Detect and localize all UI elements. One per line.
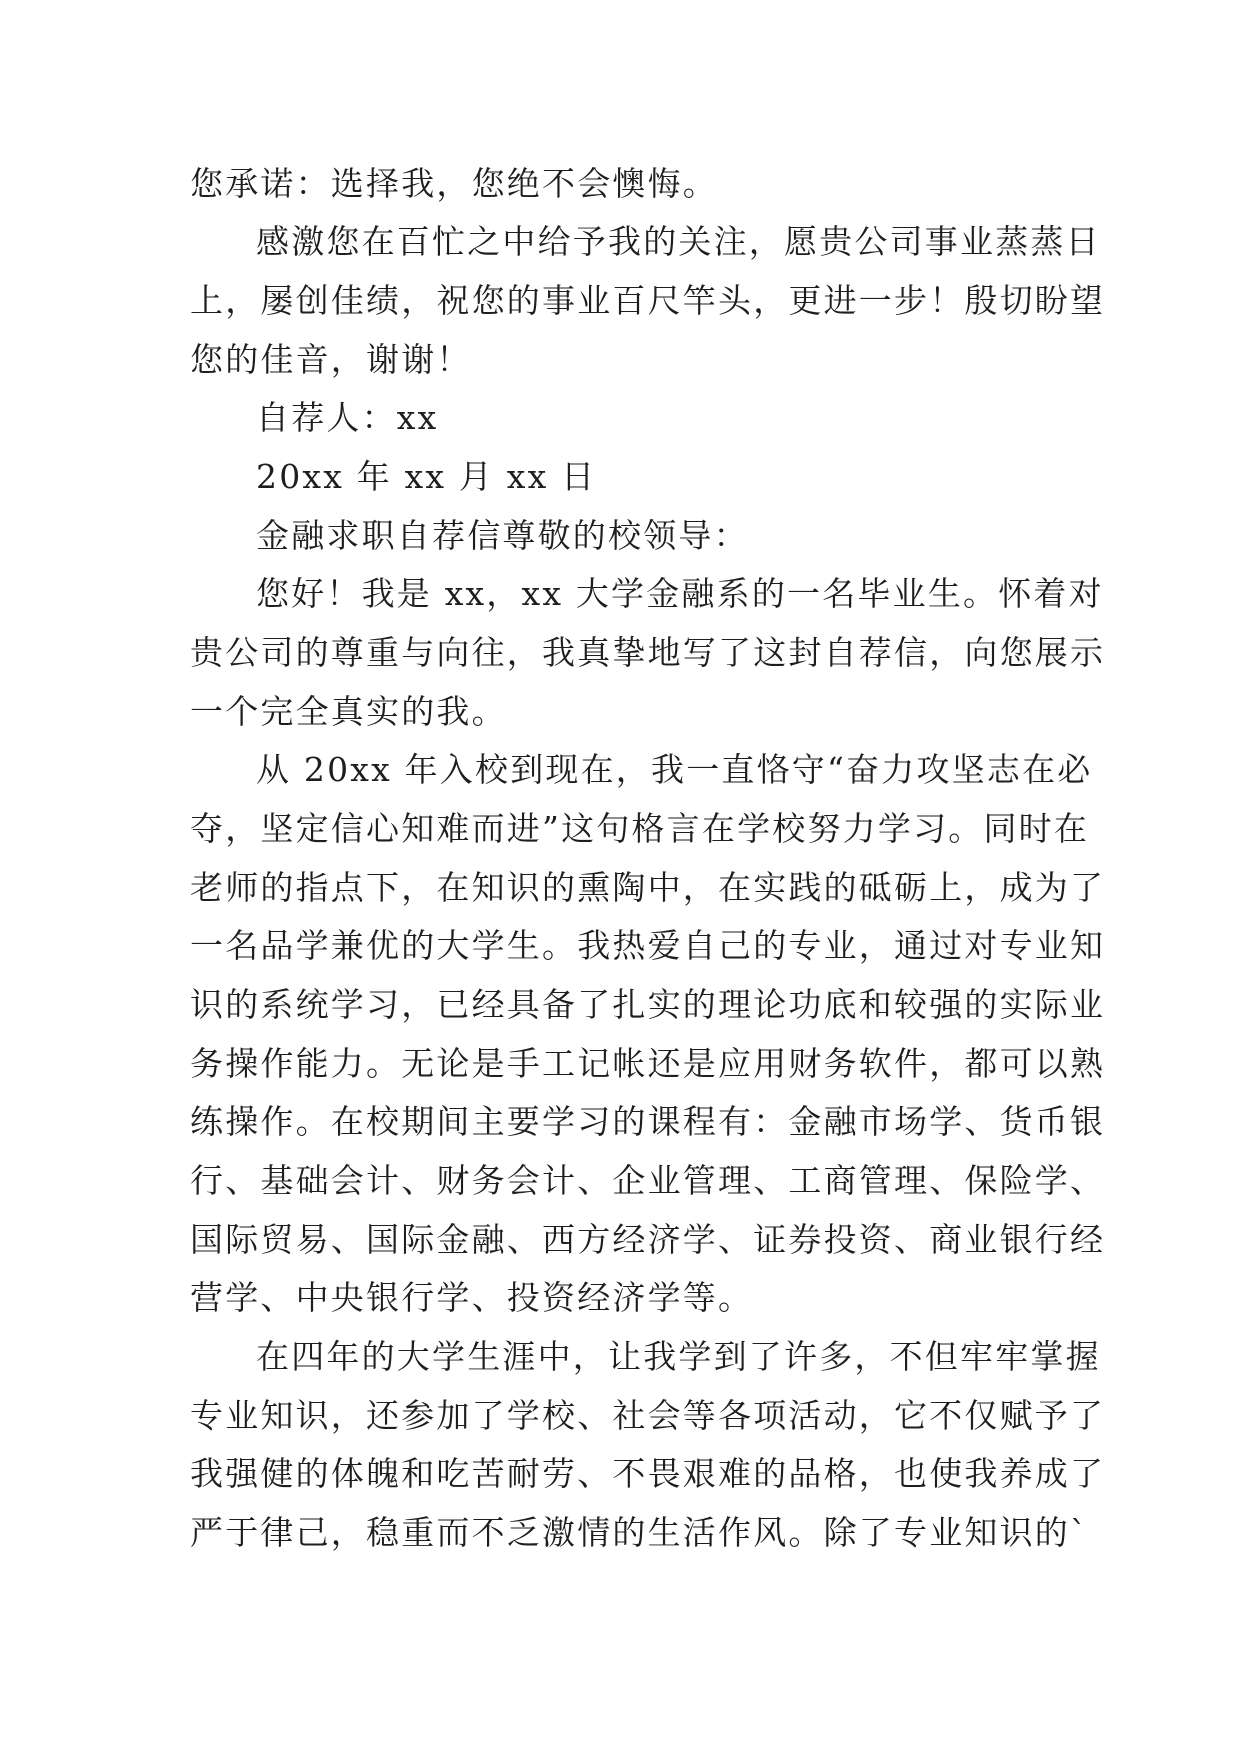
text-line: 专业知识，还参加了学校、社会等各项活动，它不仅赋予了: [190, 1396, 1106, 1435]
letter-heading: 金融求职自荐信尊敬的校领导：: [256, 516, 749, 555]
text-line: 务操作能力。无论是手工记帐还是应用财务软件，都可以熟: [190, 1044, 1106, 1083]
text-line: 感激您在百忙之中给予我的关注，愿贵公司事业蒸蒸日: [256, 222, 1101, 261]
text-line: 夺，坚定信心知难而进”这句格言在学校努力学习。同时在: [190, 809, 1090, 848]
signature-line: 自荐人：xx: [256, 398, 439, 437]
text-line: 您好！我是 xx，xx 大学金融系的一名毕业生。怀着对: [256, 574, 1104, 613]
text-line: 一个完全真实的我。: [190, 692, 507, 731]
text-line: 营学、中央银行学、投资经济学等。: [190, 1278, 754, 1317]
text-line: 您的佳音，谢谢！: [190, 340, 472, 379]
text-line: 贵公司的尊重与向往，我真挚地写了这封自荐信，向您展示: [190, 633, 1106, 672]
text-line: 严于律己，稳重而不乏激情的生活作风。除了专业知识的`: [190, 1513, 1089, 1552]
text-line: 行、基础会计、财务会计、企业管理、工商管理、保险学、: [190, 1161, 1106, 1200]
text-line: 国际贸易、国际金融、西方经济学、证券投资、商业银行经: [190, 1220, 1106, 1259]
text-line: 在四年的大学生涯中，让我学到了许多，不但牢牢掌握: [256, 1337, 1101, 1376]
text-line: 您承诺：选择我，您绝不会懊悔。: [190, 164, 718, 203]
date-line: 20xx 年 xx 月 xx 日: [256, 457, 597, 496]
text-line: 识的系统学习，已经具备了扎实的理论功底和较强的实际业: [190, 985, 1106, 1024]
text-line: 练操作。在校期间主要学习的课程有：金融市场学、货币银: [190, 1102, 1106, 1141]
text-line: 上，屡创佳绩，祝您的事业百尺竿头，更进一步！殷切盼望: [190, 281, 1106, 320]
text-line: 一名品学兼优的大学生。我热爱自己的专业，通过对专业知: [190, 926, 1106, 965]
text-line: 我强健的体魄和吃苦耐劳、不畏艰难的品格，也使我养成了: [190, 1454, 1106, 1493]
text-line: 从 20xx 年入校到现在，我一直恪守“奋力攻坚志在必: [256, 750, 1093, 789]
text-line: 老师的指点下，在知识的熏陶中，在实践的砥砺上，成为了: [190, 868, 1106, 907]
